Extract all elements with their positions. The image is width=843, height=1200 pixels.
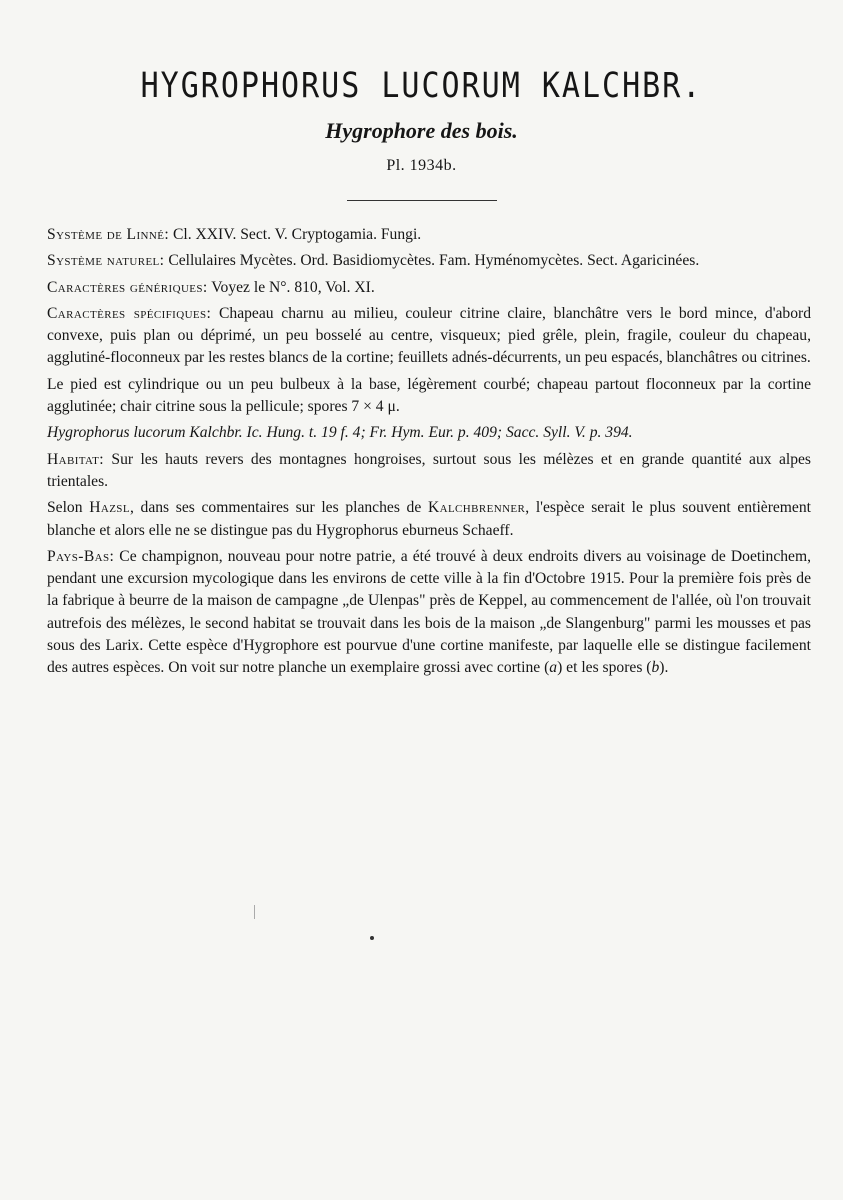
systeme-naturel-text: Cellulaires Mycètes. Ord. Basidiomycètes. Fam. Hyménomycètes. Sect. Agaricinées.: [164, 252, 700, 270]
caracteres-generiques-paragraph: [47, 277, 811, 299]
pied-paragraph: Le pied est cylindrique ou un peu bulbeux à la base, légèrement courbé; chapeau partout floconneux par la cortine agglutinée; chair citrine sous la pellicule; spores 7 × 4 μ.: [47, 375, 811, 416]
figure-ref-b: b: [651, 659, 660, 677]
figure-ref-a: a: [549, 659, 558, 677]
caracteres-specifiques-label: Caractères spécifiques:: [47, 304, 212, 322]
pays-bas-mid: ) et les spores (: [557, 659, 652, 677]
selon-pre: Selon: [47, 499, 90, 517]
habitat-paragraph: [47, 449, 811, 494]
caracteres-specifiques-paragraph: [47, 303, 811, 370]
selon-mid: , dans ses commentaires sur les planches de: [129, 499, 428, 517]
plate-number: Pl. 1934b.: [386, 157, 457, 174]
pays-bas-label: Pays-Bas:: [47, 547, 115, 565]
pays-bas-paragraph: [47, 546, 811, 680]
systeme-naturel-label: Système naturel:: [47, 252, 165, 270]
document-body: [47, 224, 811, 684]
scan-speck: [370, 936, 374, 940]
scan-speck: [254, 905, 255, 919]
habitat-label: Habitat:: [47, 450, 105, 468]
caracteres-generiques-text: Voyez le N°. 810, Vol. XI.: [207, 278, 375, 296]
systeme-linne-paragraph: [47, 224, 811, 246]
author-kalchbrenner: Kalchbrenner: [427, 499, 526, 517]
pays-bas-text: Ce champignon, nouveau pour notre patrie, a été trouvé à deux endroits divers au voisinage de Doetinchem, pendant une excursion mycologique dans les environs de cette ville à la fin d'Octobre 1915. Pour la première fois près de la fabrique à beurre de la maison de campagne „de Ulenpas" près de Keppel, au commencement de l'allée, où l'on trouvait autrefois des mélèzes, le second habitat se trouvait dans les bois de la maison „de Slangenburg" parmi les mousses et pas sous des Larix. Cette espèce d'Hygrophore est pourvue d'une cortine manifeste, par laquelle elle se distingue facilement des autres espèces. On voit sur notre planche un exemplaire grossi avec cortine (: [47, 547, 811, 677]
selon-post: , l'espèce serait le plus souvent entièrement blanche et alors elle ne se distingue pas du Hygrophorus eburneus Schaeff.: [47, 499, 811, 539]
selon-paragraph: [47, 497, 811, 542]
systeme-linne-label: Système de Linné:: [47, 226, 170, 243]
systeme-naturel-paragraph: [47, 250, 811, 272]
caracteres-specifiques-text: Chapeau charnu au milieu, couleur citrine claire, blanchâtre vers le bord mince, d'abord convexe, puis plan ou déprimé, un peu bosselé au centre, visqueux; pied grêle, plein, fragile, couleur du chapeau, agglutiné-floconneux par les restes blancs de la cortine; feuillets adnés-décurrents, un peu espacés, blanchâtres ou citrines.: [47, 304, 812, 367]
caracteres-generiques-label: Caractères génériques:: [47, 278, 208, 296]
pays-bas-end: ).: [659, 659, 669, 677]
systeme-linne-text: Cl. XXIV. Sect. V. Cryptogamia. Fungi.: [169, 226, 422, 243]
page-title: HYGROPHORUS LUCORUM KALCHBR.: [140, 66, 703, 107]
habitat-text: Sur les hauts revers des montagnes hongroises, surtout sous les mélèzes et en grande quantité aux alpes trientales.: [47, 450, 811, 490]
title-divider: [347, 200, 497, 201]
author-hazsl: Hazsl: [89, 499, 130, 517]
references-paragraph: Hygrophorus lucorum Kalchbr. Ic. Hung. t. 19 f. 4; Fr. Hym. Eur. p. 409; Sacc. Syll. V. p. 394.: [47, 424, 633, 442]
page-subtitle: Hygrophore des bois.: [325, 118, 518, 143]
